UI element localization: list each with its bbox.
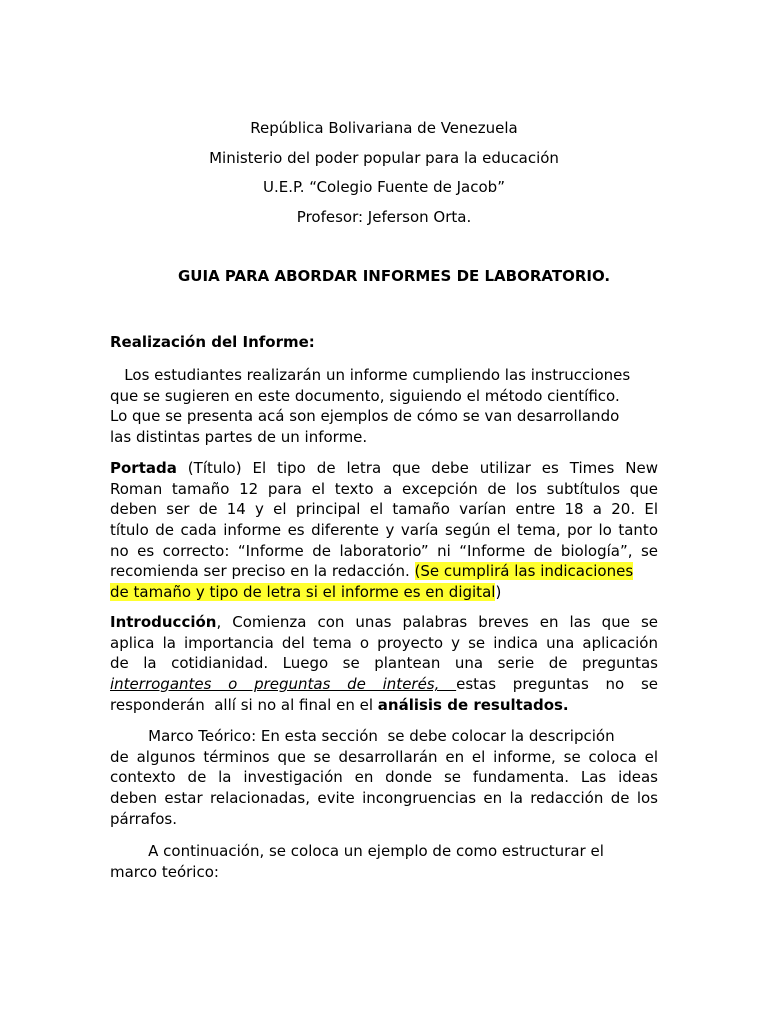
introduccion-line-2: aplica la importancia del tema o proyecto y se indica una aplicación (110, 633, 658, 652)
document-title: GUIA PARA ABORDAR INFORMES DE LABORATORIO. (178, 267, 611, 285)
introduccion-line-1 (110, 612, 658, 633)
introduccion-line-4 (110, 674, 658, 695)
intro-line-4: las distintas partes de un informe. (110, 428, 368, 447)
portada-line-6-text: recomienda ser preciso en la redacción. (110, 562, 415, 581)
introduccion-term: Introducción (110, 613, 217, 631)
portada-paragraph (110, 458, 658, 603)
intro-line-2: que se sugieren en este documento, siguiendo el método científico. (110, 386, 620, 405)
portada-term: Portada (110, 459, 177, 477)
portada-line-6 (110, 561, 658, 582)
portada-line-4: título de cada informe es diferente y varía según el tema, por lo tanto (110, 521, 658, 540)
intro-line-3: Lo que se presenta acá son ejemplos de cómo se van desarrollando (110, 407, 620, 426)
header-country: República Bolivariana de Venezuela (250, 119, 518, 137)
underlined-phrase: interrogantes o preguntas de interés, (110, 675, 457, 694)
introduccion-line-4-text: estas preguntas no se (456, 675, 659, 694)
marco-line-5: párrafos. (110, 809, 178, 828)
introduccion-line-1-text: , Comienza con unas palabras breves en las que se (216, 613, 658, 631)
introduccion-line-3: de la cotidianidad. Luego se plantean una serie de preguntas (110, 654, 658, 673)
continuacion-line-1: A continuación, se coloca un ejemplo de como estructurar el (110, 842, 604, 860)
portada-line-1-text: (Título) El tipo de letra que debe utilizar es Times New (176, 459, 658, 477)
header-school: U.E.P. “Colegio Fuente de Jacob” (263, 178, 505, 196)
portada-line-5: no es correcto: “Informe de laboratorio” ni “Informe de biología”, se (110, 541, 658, 560)
intro-paragraph (110, 365, 658, 448)
introduccion-paragraph (110, 612, 658, 715)
bold-results-phrase: análisis de resultados. (377, 695, 569, 714)
header-teacher: Profesor: Jeferson Orta. (296, 208, 472, 226)
marco-line-4: deben estar relacionadas, evite incongruencias en la redacción de los (110, 789, 658, 808)
marco-line-2: de algunos términos que se desarrollarán en el informe, se coloca el (110, 747, 658, 766)
portada-line-2: Roman tamaño 12 para el texto a excepción de los subtítulos que (110, 479, 658, 498)
highlighted-note-start: (Se cumplirá las indicaciones (414, 562, 634, 581)
marco-teorico-paragraph (110, 726, 658, 829)
marco-line-3: contexto de la investigación en donde se fundamenta. Las ideas (110, 768, 658, 787)
marco-line-1: Marco Teórico: En esta sección se debe colocar la descripción (110, 727, 615, 745)
portada-line-7 (110, 582, 658, 603)
portada-line-7-tail: ) (495, 583, 502, 602)
intro-line-1: Los estudiantes realizarán un informe cumpliendo las instrucciones (110, 366, 631, 384)
introduccion-line-5-text: responderán allí si no al final en el (110, 695, 378, 714)
portada-line-1 (110, 458, 658, 479)
header-ministry: Ministerio del poder popular para la educación (209, 149, 559, 167)
introduccion-line-5 (110, 695, 658, 716)
continuacion-line-2: marco teórico: (110, 862, 219, 881)
continuacion-paragraph (110, 841, 658, 882)
portada-line-3: deben ser de 14 y el principal el tamaño varían entre 18 a 20. El (110, 500, 658, 519)
section-heading: Realización del Informe: (110, 333, 315, 351)
highlighted-note-end: de tamaño y tipo de letra si el informe es en digital (110, 583, 496, 602)
